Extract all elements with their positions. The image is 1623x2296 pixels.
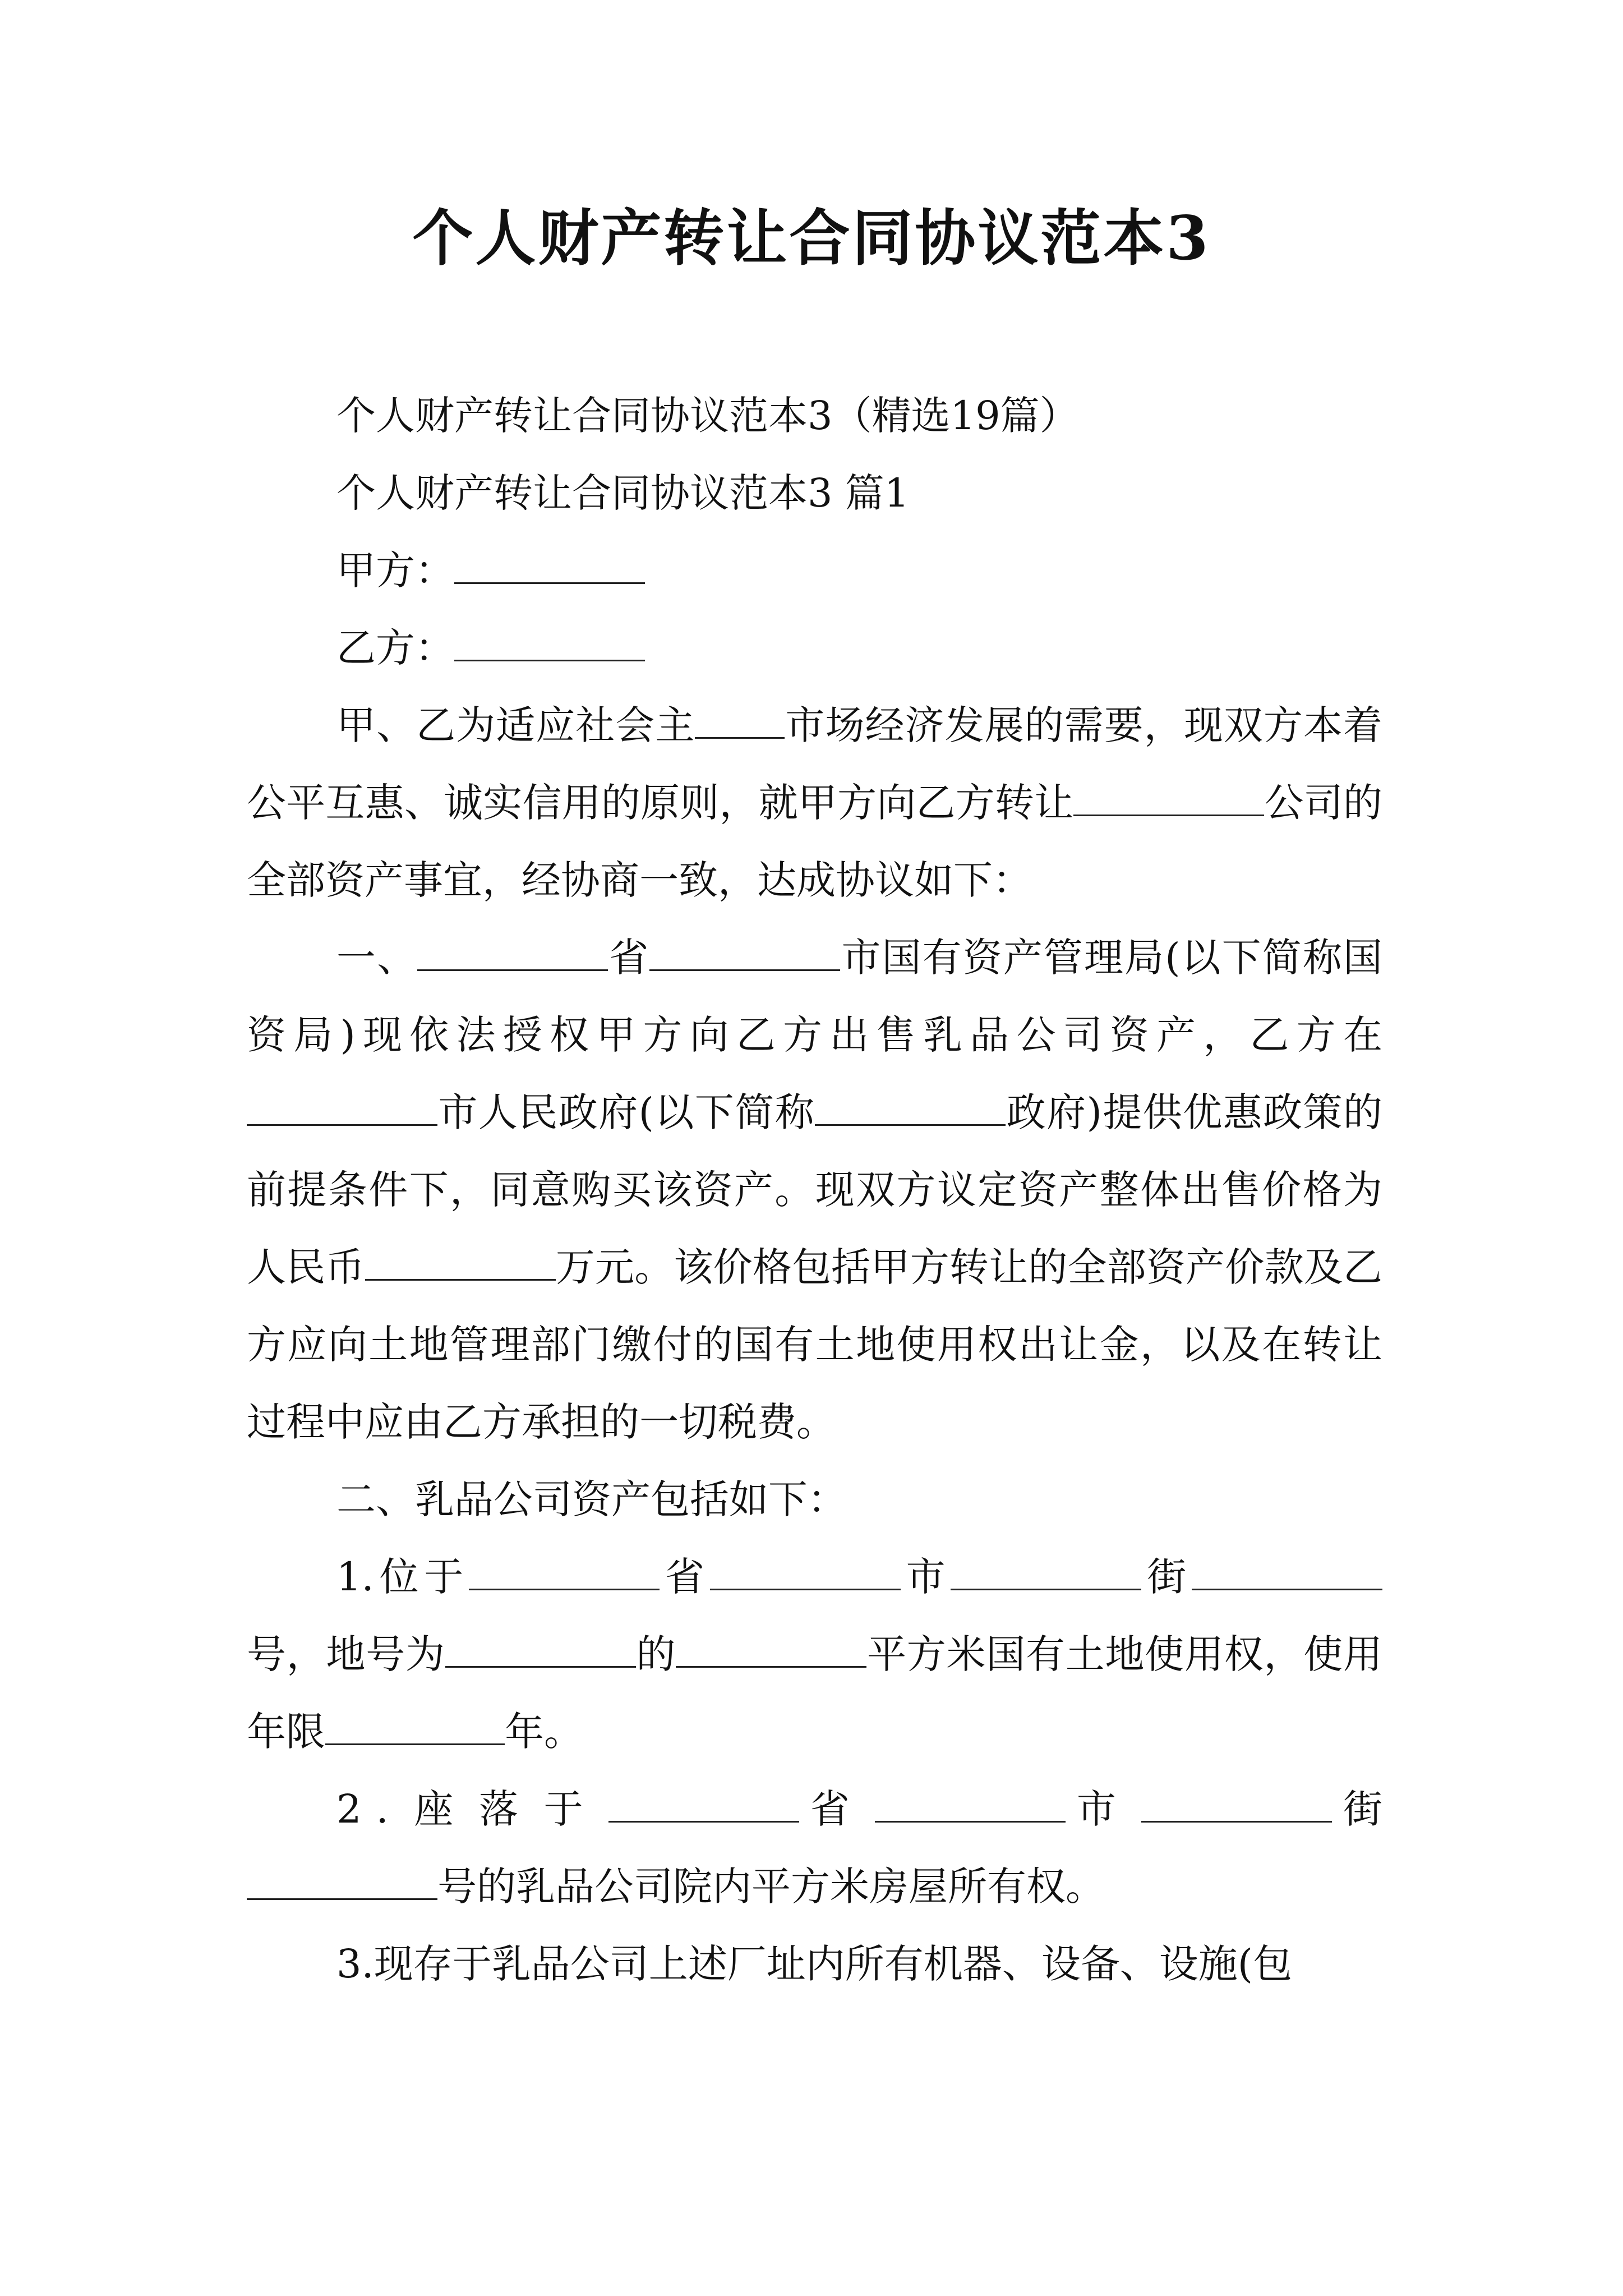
clause-1-blank-5[interactable]	[365, 1245, 556, 1281]
paragraph-item-2	[247, 1770, 1382, 1925]
paragraph-clause-2-heading	[247, 1461, 1382, 1538]
clause-1-text-3: 市国有资产管理局(以下简称国资局)现依法授权甲方向乙方出售乳品公司资产，乙方在	[247, 935, 1382, 1058]
part-heading-text: 个人财产转让合同协议范本3 篇1	[336, 470, 910, 516]
clause-1-blank-4[interactable]	[815, 1091, 1006, 1126]
preamble-blank-1[interactable]	[695, 703, 785, 739]
item-1-text-4: 街	[1141, 1554, 1192, 1600]
paragraph-item-1	[247, 1538, 1382, 1770]
subtitle-text: 个人财产转让合同协议范本3（精选19篇）	[336, 393, 1079, 439]
party-a-line	[247, 532, 1382, 609]
paragraph-preamble	[247, 687, 1382, 919]
clause-1-text-2: 省	[608, 935, 650, 981]
item-1-blank-1[interactable]	[469, 1555, 660, 1590]
item-1-text-3: 市	[900, 1554, 951, 1600]
item-1-blank-4[interactable]	[1192, 1555, 1382, 1590]
item-2-text-2: 省	[799, 1786, 875, 1832]
item-1-blank-3[interactable]	[951, 1555, 1141, 1590]
item-1-text-7: 平方米国有土地使用权，使用年限	[247, 1631, 1382, 1755]
item-2-blank-4[interactable]	[247, 1865, 437, 1900]
item-2-blank-2[interactable]	[875, 1787, 1066, 1823]
preamble-text-2: 市场经济发展的需要，现双方本着公平互惠、诚实信用的原则，就甲方向乙方转让	[247, 702, 1382, 826]
item-1-text-1: 1.位于	[336, 1554, 469, 1600]
party-b-blank[interactable]	[454, 626, 645, 661]
party-a-blank[interactable]	[454, 549, 645, 584]
item-2-text-1: 2.座落于	[336, 1786, 609, 1832]
item-1-text-5: 号，地号为	[247, 1631, 445, 1677]
item-2-text-5: 号的乳品公司院内平方米房屋所有权。	[437, 1864, 1105, 1910]
item-2-text-4: 街	[1332, 1786, 1382, 1832]
item-1-blank-7[interactable]	[325, 1710, 505, 1745]
item-1-text-6: 的	[635, 1631, 676, 1677]
item-1-blank-6[interactable]	[676, 1632, 866, 1668]
clause-1-text-4: 市人民政府(以下简称	[437, 1089, 815, 1135]
paragraph-clause-1	[247, 919, 1382, 1461]
clause-1-text-5: 政府)提供优惠政策的前提条件下，同意购买该资产。现双方议定资产整体出售价格为人民币	[247, 1089, 1383, 1290]
preamble-text-3: 公司的全部资产事宜，经协商一致，达成协议如下：	[247, 780, 1382, 903]
item-1-text-2: 省	[660, 1554, 710, 1600]
clause-1-blank-3[interactable]	[247, 1091, 437, 1126]
item-3-text: 3.现存于乳品公司上述厂址内所有机器、设备、设施(包	[336, 1941, 1293, 1987]
party-b-label: 乙方：	[336, 625, 454, 671]
item-1-text-8: 年。	[505, 1709, 583, 1755]
item-1-blank-2[interactable]	[710, 1555, 901, 1590]
part-heading	[247, 454, 1382, 532]
item-2-blank-3[interactable]	[1141, 1787, 1332, 1823]
clause-1-text-1: 一、	[336, 935, 418, 981]
subtitle-line	[247, 377, 1382, 454]
clause-1-blank-1[interactable]	[417, 936, 608, 971]
document-title: 个人财产转让合同协议范本3	[412, 203, 1211, 274]
party-a-label: 甲方：	[336, 547, 454, 593]
document-body	[247, 377, 1382, 2003]
party-b-line	[247, 609, 1382, 687]
item-2-text-3: 市	[1066, 1786, 1142, 1832]
preamble-text-1: 甲、乙为适应社会主	[336, 702, 695, 748]
clause-2-heading-text: 二、乳品公司资产包括如下：	[336, 1476, 847, 1522]
item-1-blank-5[interactable]	[445, 1632, 636, 1668]
clause-1-text-6: 万元。该价格包括甲方转让的全部资产价款及乙方应向土地管理部门缴付的国有土地使用权出让金，以及在转让过程中应由乙方承担的一切税费。	[247, 1244, 1382, 1445]
clause-1-blank-2[interactable]	[649, 936, 840, 971]
preamble-blank-2[interactable]	[1073, 781, 1264, 816]
item-2-blank-1[interactable]	[608, 1787, 799, 1823]
paragraph-item-3	[247, 1925, 1382, 2003]
